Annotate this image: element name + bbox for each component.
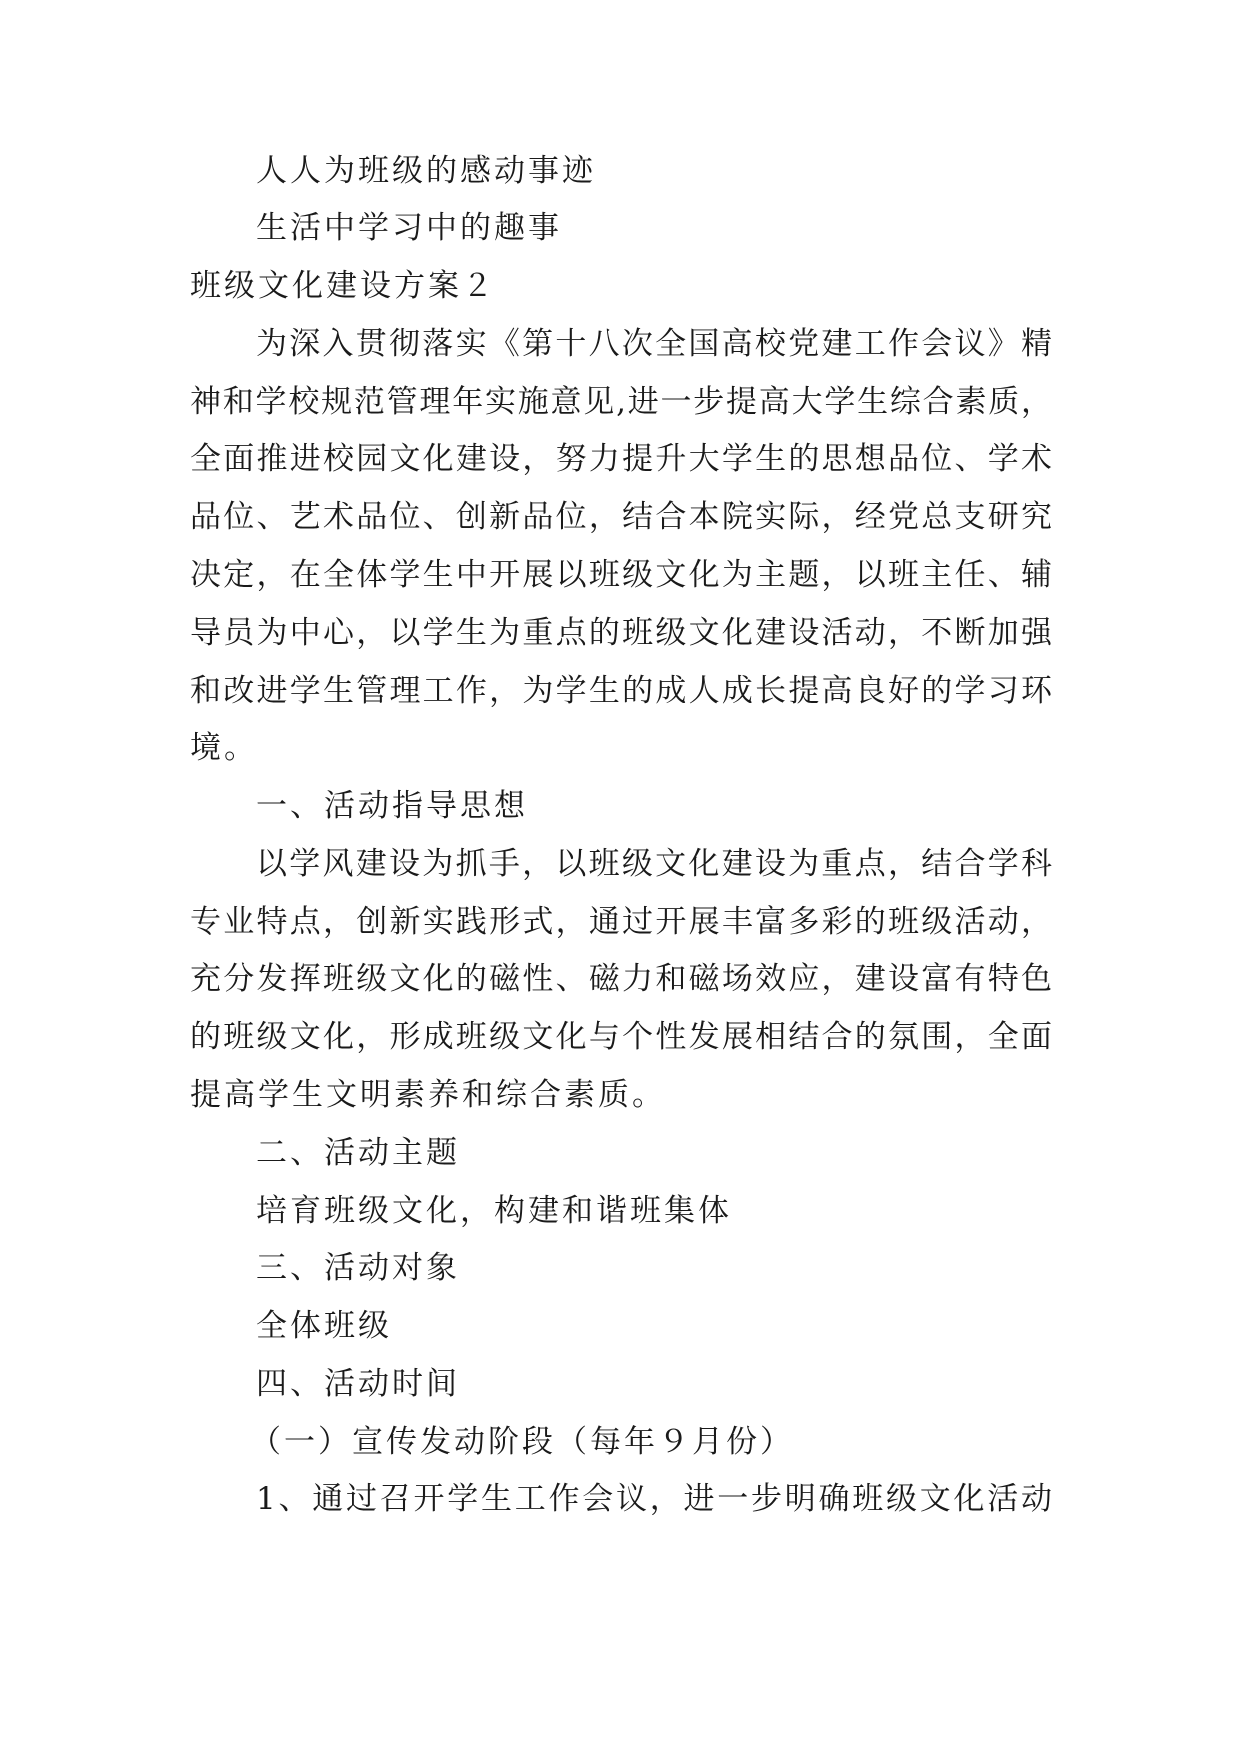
text-line: 专业特点，创新实践形式，通过开展丰富多彩的班级活动，: [190, 904, 1052, 940]
section-heading: 班级文化建设方案２: [190, 268, 496, 304]
section-heading: 四、活动时间: [256, 1366, 460, 1402]
text-line: 提高学生文明素养和综合素质。: [190, 1077, 666, 1113]
subsection-heading: （一）宣传发动阶段（每年９月份）: [250, 1424, 794, 1460]
text-line: 品位、艺术品位、创新品位，结合本院实际，经党总支研究: [190, 499, 1052, 535]
text-line: 导员为中心，以学生为重点的班级文化建设活动，不断加强: [190, 615, 1052, 651]
section-heading: 一、活动指导思想: [256, 788, 528, 824]
section-heading: 三、活动对象: [256, 1250, 460, 1286]
text-line: 决定，在全体学生中开展以班级文化为主题，以班主任、辅: [190, 557, 1052, 593]
text-line: 全体班级: [256, 1308, 392, 1344]
text-line: 境。: [190, 730, 258, 766]
text-line: 为深入贯彻落实《第十八次全国高校党建工作会议》精: [256, 326, 1052, 362]
text-line: 以学风建设为抓手，以班级文化建设为重点，结合学科: [256, 846, 1052, 882]
text-line: 全面推进校园文化建设，努力提升大学生的思想品位、学术: [190, 441, 1052, 477]
section-heading: 二、活动主题: [256, 1135, 460, 1171]
text-line: 的班级文化，形成班级文化与个性发展相结合的氛围，全面: [190, 1019, 1052, 1055]
text-line: 和改进学生管理工作，为学生的成人成长提高良好的学习环: [190, 673, 1052, 709]
text-line: 培育班级文化，构建和谐班集体: [256, 1193, 732, 1229]
text-line: 1、通过召开学生工作会议，进一步明确班级文化活动: [256, 1481, 1052, 1517]
text-line: 生活中学习中的趣事: [256, 210, 562, 246]
text-line: 神和学校规范管理年实施意见,进一步提高大学生综合素质，: [190, 384, 1052, 420]
text-line: 人人为班级的感动事迹: [256, 153, 596, 189]
text-line: 充分发挥班级文化的磁性、磁力和磁场效应，建设富有特色: [190, 961, 1052, 997]
